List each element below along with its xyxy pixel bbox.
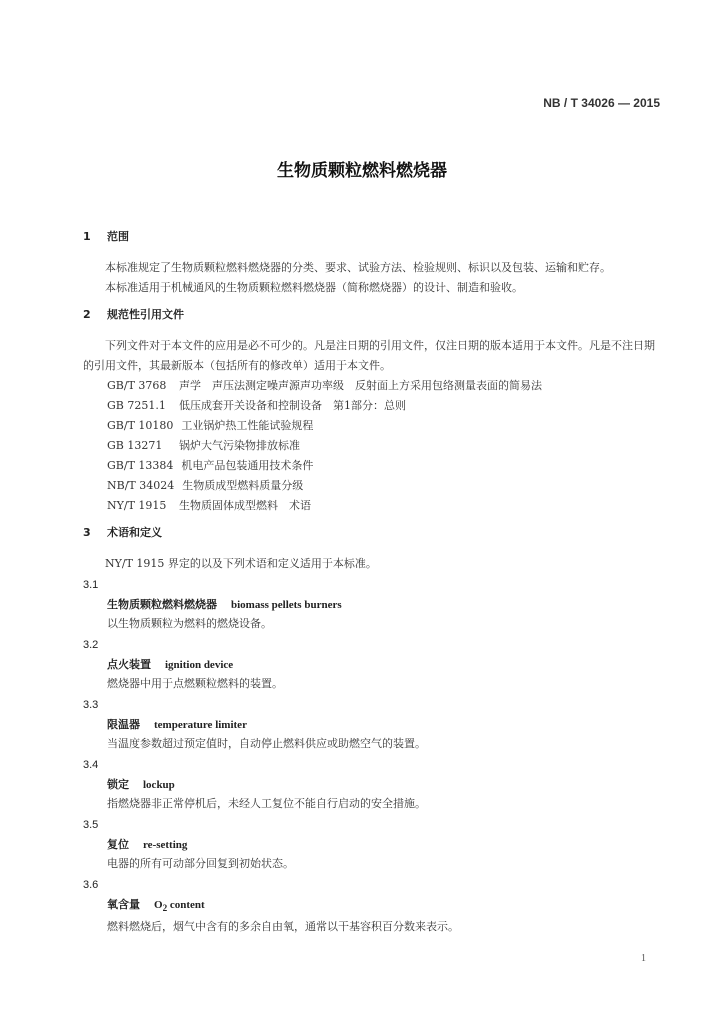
term-en: re-setting — [143, 839, 188, 851]
term-en-main: O — [154, 899, 163, 911]
term-name — [83, 656, 663, 674]
term-definition: 燃烧器中用于点燃颗粒燃料的装置。 — [107, 677, 283, 690]
term-en — [154, 899, 205, 914]
term-definition: 燃料燃烧后，烟气中含有的多余自由氧，通常以干基容积百分数来表示。 — [107, 920, 459, 934]
reference-list — [83, 376, 663, 516]
reference-item — [107, 416, 663, 436]
term-name — [83, 596, 663, 614]
reference-code: GB/T 10180 — [107, 419, 174, 432]
reference-code: NY/T 1915 — [107, 499, 167, 512]
reference-item — [107, 456, 663, 476]
term-zh: 氧含量 — [107, 898, 140, 911]
standard-number: NB / T 34026 — 2015 — [543, 96, 660, 110]
terms-intro: NY/T 1915 界定的以及下列术语和定义适用于本标准。 — [105, 557, 377, 570]
term-en: ignition device — [165, 659, 234, 671]
reference-item — [107, 496, 663, 516]
section-heading-terms — [83, 526, 663, 540]
term-name — [83, 716, 663, 734]
term-name — [83, 896, 663, 917]
reference-title: 低压成套开关设备和控制设备 第1部分：总则 — [179, 399, 406, 412]
term-name — [83, 776, 663, 794]
section-number: 3 — [83, 526, 91, 539]
term-definition: 电器的所有可动部分回复到初始状态。 — [107, 857, 294, 870]
scope-paragraph: 本标准适用于机械通风的生物质颗粒燃料燃烧器（简称燃烧器）的设计、制造和验收。 — [105, 281, 523, 294]
section-title: 范围 — [107, 230, 129, 243]
reference-item — [107, 436, 663, 456]
section-heading-scope — [83, 230, 663, 244]
reference-title: 锅炉大气污染物排放标准 — [179, 439, 300, 452]
reference-code: GB 13271 — [107, 439, 163, 452]
term-definition: 以生物质颗粒为燃料的燃烧设备。 — [107, 617, 272, 630]
section-number: 1 — [83, 230, 91, 243]
term-name — [83, 836, 663, 854]
term-zh: 复位 — [107, 838, 129, 851]
term-zh: 锁定 — [107, 778, 129, 791]
reference-item — [107, 476, 663, 496]
term-en-subscript: 2 — [162, 903, 168, 914]
document-body — [83, 230, 663, 939]
reference-item — [107, 396, 663, 416]
reference-item — [107, 376, 663, 396]
section-heading-normative — [83, 308, 663, 322]
term-en: biomass pellets burners — [231, 599, 342, 611]
reference-title: 生物质成型燃料质量分级 — [182, 479, 304, 492]
term-number: 3.2 — [83, 639, 99, 651]
term-zh: 生物质颗粒燃料燃烧器 — [107, 598, 217, 611]
term-en: lockup — [143, 779, 175, 791]
term-zh: 限温器 — [107, 718, 140, 731]
section-title: 术语和定义 — [107, 526, 162, 539]
section-number: 2 — [83, 308, 91, 321]
reference-title: 声学 声压法测定噪声源声功率级 反射面上方采用包络测量表面的简易法 — [179, 379, 542, 392]
normative-intro: 下列文件对于本文件的应用是必不可少的。凡是注日期的引用文件，仅注日期的版本适用于本文件。凡是不注日期的引用文件，其最新版本（包括所有的修改单）适用于本文件。 — [83, 339, 655, 372]
section-title: 规范性引用文件 — [107, 308, 184, 321]
reference-code: GB 7251.1 — [107, 399, 166, 412]
term-definition: 指燃烧器非正常停机后，未经人工复位不能自行启动的安全措施。 — [107, 797, 426, 810]
reference-title: 工业锅炉热工性能试验规程 — [181, 419, 314, 432]
term-number: 3.5 — [83, 819, 99, 831]
term-number: 3.1 — [83, 579, 99, 591]
scope-paragraph: 本标准规定了生物质颗粒燃料燃烧器的分类、要求、试验方法、检验规则、标识以及包装、运输和贮存。 — [105, 261, 611, 274]
reference-title: 生物质固体成型燃料 术语 — [179, 499, 311, 512]
term-number: 3.6 — [83, 879, 99, 891]
reference-code: GB/T 13384 — [107, 459, 174, 472]
reference-code: NB/T 34024 — [107, 479, 175, 492]
reference-code: GB/T 3768 — [107, 379, 167, 392]
term-definition: 当温度参数超过预定值时，自动停止燃料供应或助燃空气的装置。 — [107, 737, 426, 750]
term-number: 3.3 — [83, 699, 99, 711]
document-title: 生物质颗粒燃料燃烧器 — [277, 161, 447, 181]
term-en-tail: content — [167, 899, 205, 911]
reference-title: 机电产品包装通用技术条件 — [181, 459, 314, 472]
term-en: temperature limiter — [154, 719, 247, 731]
page-number: 1 — [641, 953, 646, 964]
term-zh: 点火装置 — [107, 658, 151, 671]
term-number: 3.4 — [83, 759, 99, 771]
